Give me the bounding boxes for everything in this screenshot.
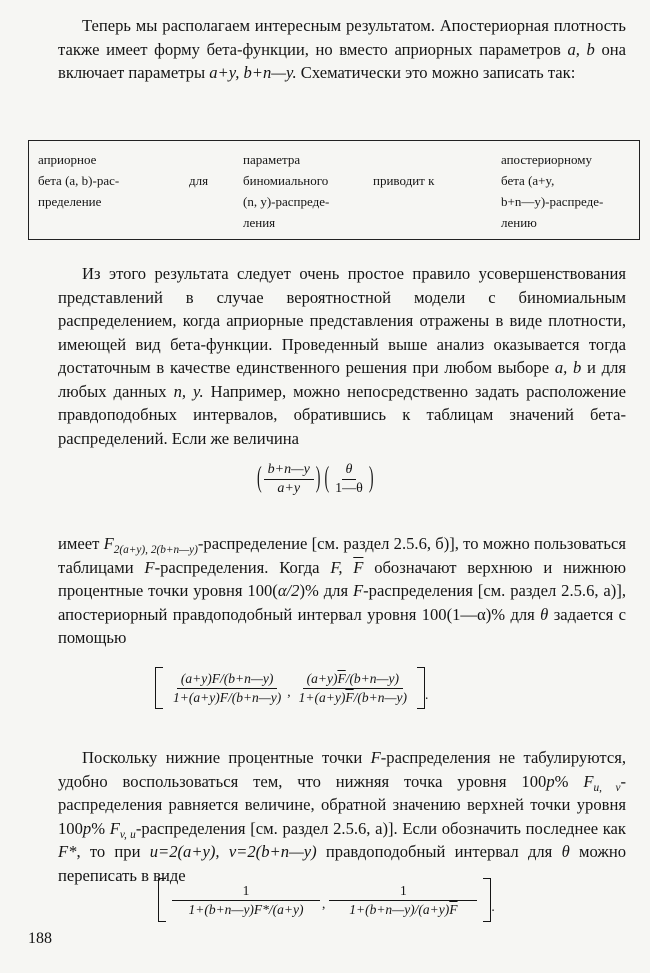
p3-F2: F — [144, 557, 155, 577]
p3-text-1: имеет — [58, 534, 104, 553]
p2-text-2: и для любых данных — [58, 358, 627, 401]
p4-uv: u=2(a+y), v=2(b+n—y) — [149, 842, 317, 861]
num-part: (a+y) — [306, 670, 338, 686]
p4-F: F — [370, 748, 381, 767]
scheme-cell: для — [189, 173, 209, 188]
p2-text-1: Из этого результата следует очень простое правило усовершенствования представлений в случае вероятностной модели с биномиальным распределением, когда априорные представления отражены в виде плотности, имеющей вид бета-функции. Проведенный выше анализ оказывается тогда достаточным в качестве единственного решения при любом выборе — [58, 264, 626, 377]
scheme-cell: (n, y)-распреде- — [243, 194, 330, 209]
p4-text-4: -распределения равняется величине, обратной значению верхней точки уровня 100 — [58, 771, 626, 838]
p3-F-upper: F, — [330, 557, 354, 577]
p4-text-5: % — [91, 818, 110, 838]
fraction — [295, 671, 411, 706]
lower-points-paragraph — [58, 746, 626, 887]
scheme-col-leads — [373, 170, 434, 191]
denominator: 1+(b+n—y)F*/(a+y) — [188, 901, 304, 917]
bracket-right — [417, 667, 425, 709]
scheme-cell: биномиального — [243, 173, 329, 188]
paren-left: ( — [257, 462, 262, 495]
den-part: 1+(b+n—y)/(a+y) — [349, 901, 450, 917]
p3-F: F — [103, 534, 114, 553]
p4-text-2: -распределения не табулируются, удобно воспользоваться тем, что нижняя точка уровня 100 — [58, 748, 626, 791]
p4-p2: p — [82, 818, 92, 838]
intro-text-1: Теперь мы располагаем интересным результатом. Апостериорная плотность также имеет форму бета-функции, но вместо априорных параметров — [58, 16, 626, 59]
p4-Fuv: F — [583, 771, 594, 791]
scheme-cell: b+n—y)-распреде- — [501, 194, 604, 209]
p4-text-3: % — [554, 771, 584, 791]
p2-ab: a, b — [554, 358, 582, 377]
p3-F3: F — [353, 581, 364, 600]
intro-params: a+y, b+n—y. — [209, 63, 297, 82]
p4-p: p — [546, 771, 555, 791]
intro-text-3: Схематически это можно записать так: — [296, 63, 576, 82]
p4-text-8: правдоподобный интервал для — [316, 842, 562, 861]
bracket-left — [155, 667, 163, 709]
paren-left: ( — [324, 462, 330, 495]
fraction — [331, 462, 367, 497]
p3-text-4: обозначают верхнюю и нижнюю процентные точки уровня 100( — [58, 557, 626, 600]
bracket-left — [158, 878, 166, 922]
scheme-cell: параметра — [243, 152, 301, 167]
denominator: a+y — [277, 481, 301, 496]
paren-right: ) — [315, 462, 321, 495]
scheme-cell: бета (a+y, — [501, 173, 555, 188]
period: . — [424, 687, 429, 702]
p4-text-6: -распределения [см. раздел 2.5.6, а)]. Если обозначить последнее как — [135, 818, 626, 838]
p3-alpha: α/2 — [277, 581, 300, 600]
den-part: /(b+n—y) — [353, 689, 407, 705]
numerator — [303, 671, 403, 689]
p3-text-5: )% для — [299, 581, 354, 600]
F-bar: $\overline{F}$ — [345, 689, 354, 705]
scheme-cell: ления — [243, 215, 276, 230]
p3-theta: θ — [540, 604, 549, 624]
comma: , — [322, 896, 326, 911]
bracket-right — [483, 878, 491, 922]
scheme-cell: приводит к — [373, 173, 435, 188]
den-part: 1+(a+y) — [298, 689, 346, 705]
p4-text-9: можно переписать в виде — [58, 842, 626, 885]
p3-text-6: -распределения [см. раздел 2.5.6, а)], апостериорный правдоподобный интервал уровня 100(1—α)% для — [58, 581, 626, 624]
num-part: /(b+n—y) — [345, 670, 400, 686]
F-bar: $\overline{F}$ — [337, 670, 346, 686]
rule-paragraph — [58, 262, 626, 450]
comma: , — [287, 684, 291, 699]
p2-text-3: Например, можно непосредственно задать расположение правдоподобных интервалов, обратившись к таблицам значений бета-распределений. Если же величина — [58, 381, 626, 448]
p3-text-3: -распределения. Когда — [154, 557, 331, 577]
denominator: 1+(a+y)F/(b+n—y) — [173, 689, 282, 705]
fraction — [329, 883, 477, 918]
rewritten-interval-formula — [158, 878, 495, 922]
numerator: (a+y)F/(b+n—y) — [177, 671, 277, 689]
interval-formula — [155, 667, 428, 709]
fraction — [264, 462, 314, 497]
p3-text-2: -распределение [см. раздел 2.5.6, б)], то можно пользоваться таблицами — [58, 534, 626, 577]
scheme-cell: апостериорному — [501, 152, 592, 167]
scheme-cell: пределение — [38, 194, 102, 209]
denominator — [295, 689, 411, 706]
period: . — [491, 899, 495, 914]
p4-text-7: , то при — [76, 842, 150, 861]
scheme-cell: лению — [501, 215, 537, 230]
page-number: 188 — [28, 930, 52, 947]
scheme-col-posterior — [501, 149, 603, 233]
numerator: θ — [342, 462, 357, 480]
p3-text-7: задается с помощью — [58, 604, 626, 647]
intro-paragraph — [58, 14, 626, 85]
scheme-cell: априорное — [38, 152, 97, 167]
denominator: 1—θ — [335, 481, 363, 496]
scheme-table — [28, 140, 640, 240]
scheme-col-prior — [38, 149, 119, 212]
denominator — [345, 901, 461, 918]
ratio-formula — [255, 462, 376, 497]
intro-text-2: она включает параметры — [58, 39, 626, 82]
scheme-cell: бета (a, b)-рас- — [38, 173, 120, 188]
intro-ab: a, b — [567, 39, 595, 59]
scheme-col-for — [189, 170, 208, 191]
p3-F-subscript: 2(a+y), 2(b+n—y) — [113, 543, 198, 556]
p3-F-lower: $\overline{F}$ — [353, 557, 364, 577]
p4-theta: θ — [561, 842, 570, 861]
f-distribution-paragraph — [58, 532, 626, 650]
p2-ny: n, y. — [173, 381, 204, 401]
p4-sub-vu: v, u — [119, 828, 136, 841]
fraction — [169, 671, 285, 706]
p4-text-1: Поскольку нижние процентные точки — [82, 748, 371, 767]
paren-right: ) — [368, 462, 374, 495]
p4-Fvu: F — [109, 818, 120, 838]
p4-Fstar: F* — [58, 842, 77, 861]
F-bar: $\overline{F}$ — [449, 901, 458, 917]
fraction — [172, 883, 320, 918]
numerator: b+n—y — [264, 462, 314, 480]
scheme-col-param — [243, 149, 329, 233]
p4-sub-uv: u, v — [593, 781, 621, 794]
numerator: 1 — [172, 883, 320, 901]
numerator: 1 — [329, 883, 477, 901]
